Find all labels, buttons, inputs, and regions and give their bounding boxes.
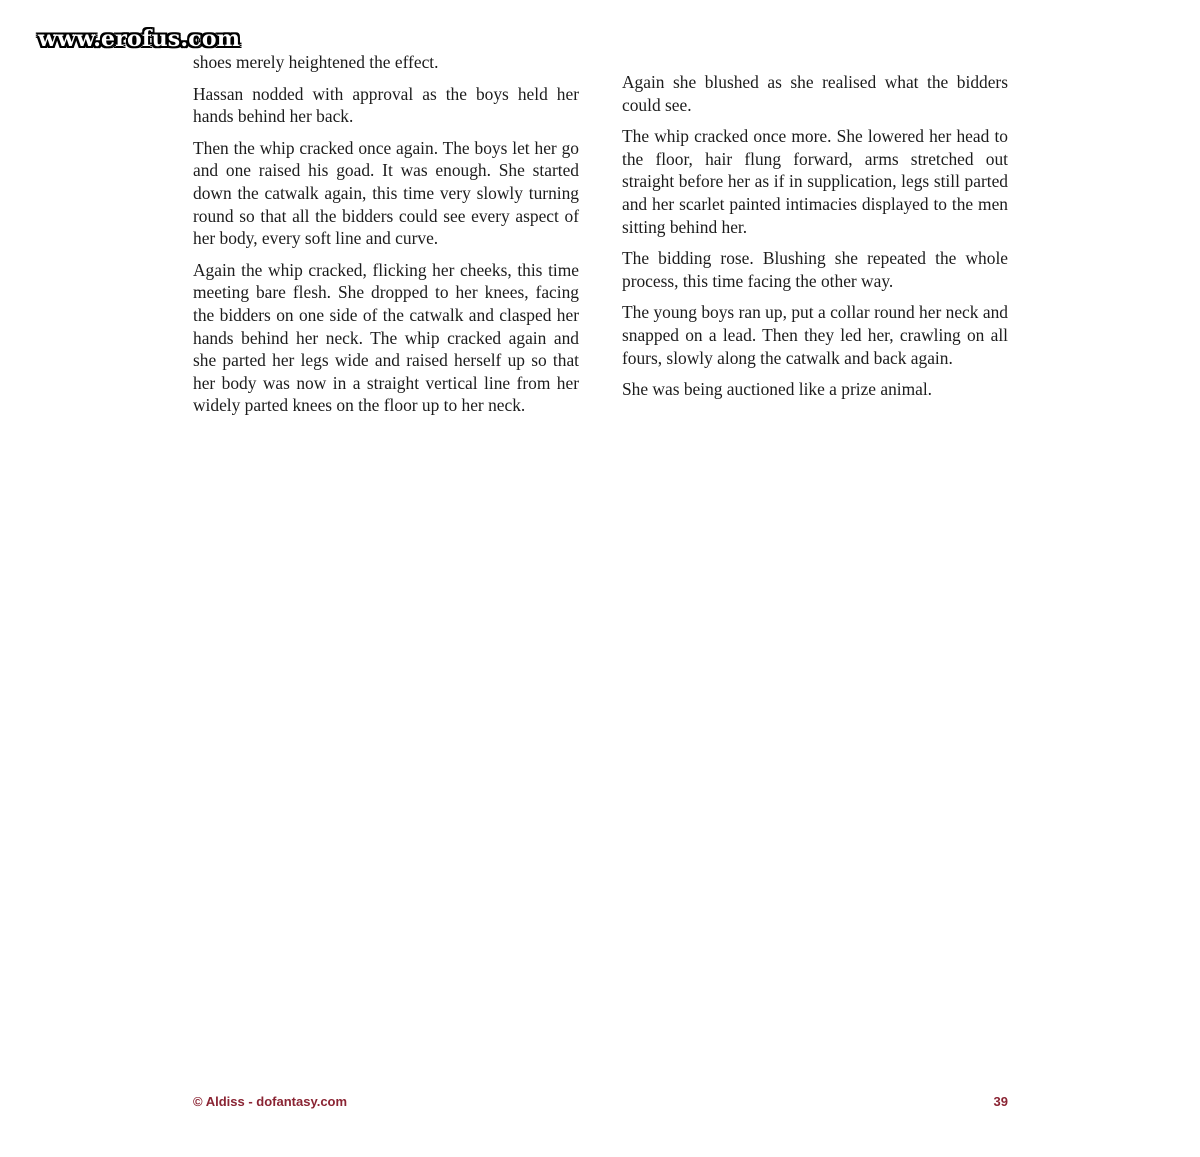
left-text-column — [193, 51, 579, 426]
footer-copyright: © Aldiss - dofantasy.com — [193, 1094, 348, 1109]
paragraph: shoes merely heightened the effect. — [193, 52, 439, 72]
watermark: www.erofus.com — [38, 26, 241, 52]
paragraph: She was being auctioned like a prize animal. — [622, 379, 933, 400]
paragraph: The bidding rose. Blushing she repeated the whole process, this time facing the other way. — [622, 248, 1008, 291]
right-text-column — [622, 71, 1008, 410]
paragraph: The whip cracked once more. She lowered her head to the floor, hair flung forward, arms stretched out straight before her as if in supplication, legs still parted and her scarlet painted intimacies displayed to the men sitting behind her. — [622, 126, 1008, 237]
paragraph: Then the whip cracked once again. The boys let her go and one raised his goad. It was enough. She started down the catwalk again, this time very slowly turning round so that all the bidders could see every aspect of her body, every soft line and curve. — [193, 137, 579, 249]
paragraph: Again the whip cracked, flicking her cheeks, this time meeting bare flesh. She dropped to her knees, facing the bidders on one side of the catwalk and clasped her hands behind her neck. The whip cracked again and she parted her legs wide and raised herself up so that her body was now in a straight vertical line from her widely parted knees on the floor up to her neck. — [193, 259, 579, 416]
paragraph: The young boys ran up, put a collar round her neck and snapped on a lead. Then they led her, crawling on all fours, slowly along the catwalk and back again. — [622, 302, 1008, 368]
paragraph: Hassan nodded with approval as the boys held her hands behind her back. — [193, 83, 579, 127]
paragraph: Again she blushed as she realised what the bidders could see. — [622, 72, 1008, 115]
page-number: 39 — [993, 1094, 1008, 1109]
